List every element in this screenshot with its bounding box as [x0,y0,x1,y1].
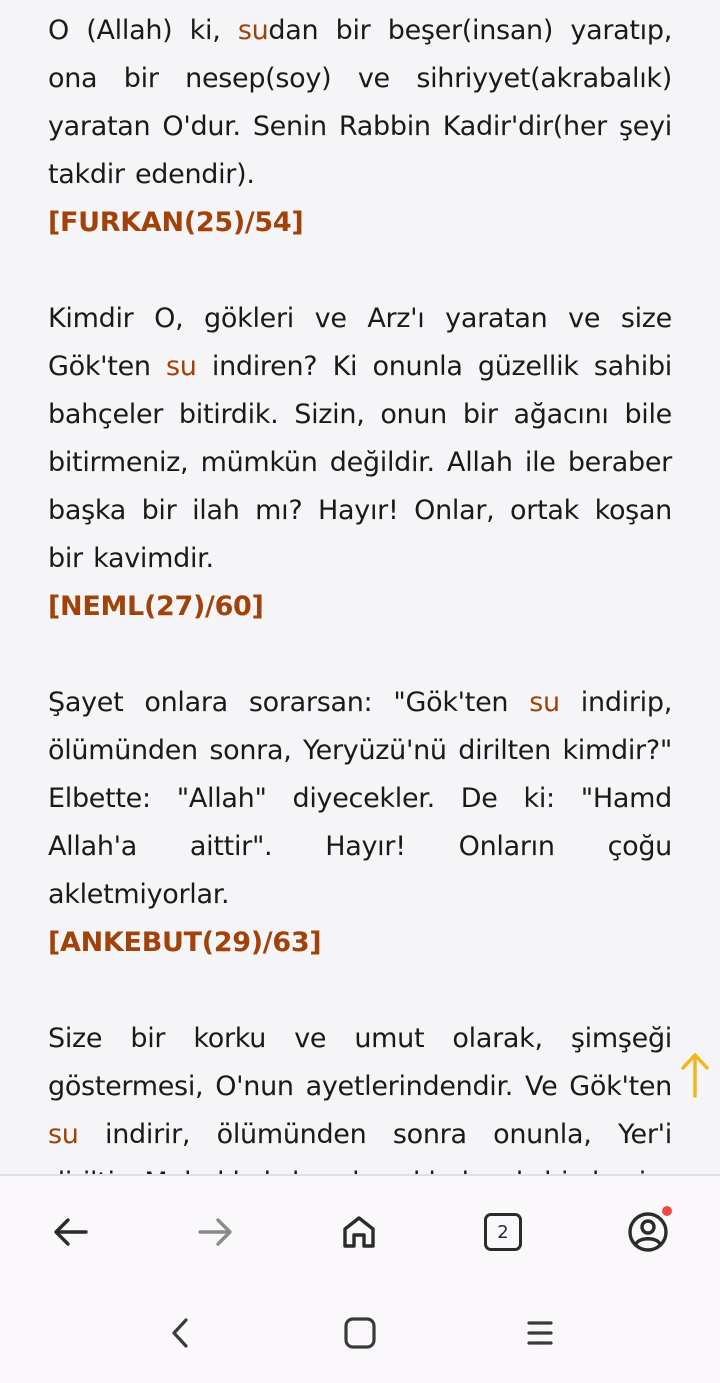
verse-segment: indiren? Ki onunla güzellik sahibi bahçeler bitirdik. Sizin, onun bir ağacını bile bitirmeniz, mümkün değildir. Allah ile beraber başka bir ilah mı? Hayır! Onlar, ortak koşan bir kavimdir. [48,351,672,574]
verse-block [48,679,672,967]
verse-text [48,295,672,583]
verse-segment: Şayet onlara sorarsan: "Gök'ten [48,687,530,718]
system-back-button[interactable] [155,1308,205,1358]
home-icon [340,1213,378,1251]
chevron-left-icon [168,1316,192,1350]
arrow-up-icon [680,1052,710,1098]
browser-toolbar [0,1174,720,1286]
notification-dot [662,1206,672,1216]
verse-segment: dan bir beşer(insan) yaratıp, ona bir nesep(soy) ve sihriyyet(akrabalık) yaratan O'dur. Senin Rabbin Kadir'dir(her şeyi takdir edendir). [48,15,672,190]
tab-count-badge: 2 [484,1213,522,1251]
highlighted-word: su [237,15,269,46]
menu-lines-icon [525,1318,555,1348]
verse-segment: O (Allah) ki, [48,15,238,46]
home-button[interactable] [331,1204,387,1260]
verse-reference[interactable]: [NEML(27)/60] [48,591,264,622]
verse-segment: Size bir korku ve umut olarak, şimşeği göstermesi, O'nun ayetlerindendir. Ve Gök'ten [48,1023,672,1102]
system-navigation-bar [0,1286,720,1383]
account-button[interactable] [620,1204,676,1260]
back-button[interactable] [43,1204,99,1260]
verse-block [48,295,672,631]
system-recents-button[interactable] [515,1308,565,1358]
verse-reference[interactable]: [ANKEBUT(29)/63] [48,927,322,958]
verse-segment: indirip, ölümünden sonra, Yeryüzü'nü dirilten kimdir?" Elbette: "Allah" diyecekler. De ki: "Hamd Allah'a aittir". Hayır! Onların çoğu akletmiyorlar. [48,687,672,910]
account-icon [627,1211,669,1253]
verse-block [48,7,672,247]
verse-text [48,679,672,919]
square-home-icon [343,1316,377,1350]
highlighted-word: su [529,687,560,718]
verse-text [48,7,672,199]
forward-button[interactable] [187,1204,243,1260]
highlighted-word: su [166,351,197,382]
forward-arrow-icon [197,1217,233,1247]
scroll-to-top-button[interactable] [678,1050,712,1100]
tabs-button[interactable] [475,1204,531,1260]
verse-segment: indirir, ölümünden sonra onunla, Yer'i [105,1119,672,1150]
highlighted-word: su [48,1119,79,1150]
back-arrow-icon [53,1217,89,1247]
system-home-button[interactable] [335,1308,385,1358]
verse-segment: Kimdir O, gökleri ve Arz'ı yaratan ve size Gök'ten [48,303,672,382]
verse-reference[interactable]: [FURKAN(25)/54] [48,207,304,238]
